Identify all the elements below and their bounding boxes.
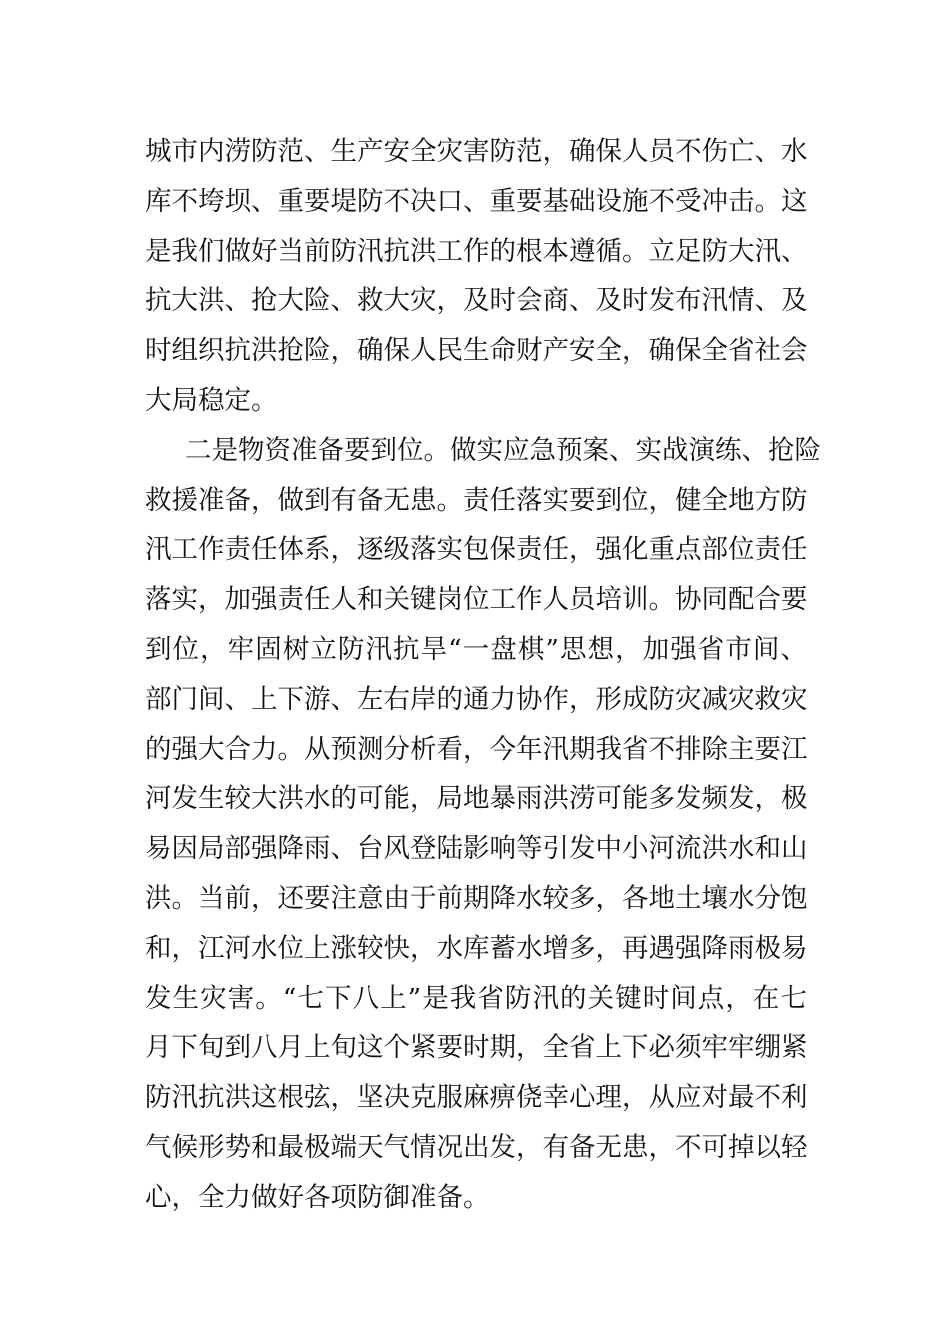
text-line: 的强大合力。从预测分析看，今年汛期我省不排除主要江 (145, 733, 808, 765)
paragraph (145, 127, 807, 426)
text-line: 是我们做好当前防汛抗洪工作的根本遵循。立足防大汛、 (145, 235, 808, 267)
document-page (145, 127, 821, 1223)
text-line: 库不垮坝、重要堤防不决口、重要基础设施不受冲击。这 (145, 185, 808, 217)
text-line: 二是物资准备要到位。做实应急预案、实战演练、抢险 (185, 434, 821, 466)
text-line: 汛工作责任体系，逐级落实包保责任，强化重点部位责任 (145, 534, 808, 566)
paragraph (145, 426, 821, 1223)
text-line: 河发生较大洪水的可能，局地暴雨洪涝可能多发频发，极 (145, 783, 808, 815)
text-line: 大局稳定。 (145, 384, 278, 416)
text-line: 落实，加强责任人和关键岗位工作人员培训。协同配合要 (145, 584, 808, 616)
text-line: 救援准备，做到有备无患。责任落实要到位，健全地方防 (145, 484, 808, 516)
text-line: 防汛抗洪这根弦，坚决克服麻痹侥幸心理，从应对最不利 (145, 1082, 808, 1114)
text-line: 部门间、上下游、左右岸的通力协作，形成防灾减灾救灾 (145, 683, 808, 715)
text-line: 月下旬到八月上旬这个紧要时期，全省上下必须牢牢绷紧 (145, 1032, 808, 1064)
text-line: 和，江河水位上涨较快，水库蓄水增多，再遇强降雨极易 (145, 932, 808, 964)
text-line: 洪。当前，还要注意由于前期降水较多，各地土壤水分饱 (145, 882, 808, 914)
text-line: 发生灾害。“七下八上”是我省防汛的关键时间点，在七 (145, 982, 807, 1014)
text-line: 心，全力做好各项防御准备。 (145, 1181, 490, 1213)
text-line: 抗大洪、抢大险、救大灾，及时会商、及时发布汛情、及 (145, 285, 808, 317)
text-line: 到位，牢固树立防汛抗旱“一盘棋”思想，加强省市间、 (145, 633, 807, 665)
text-line: 气候形势和最极端天气情况出发，有备无患，不可掉以轻 (145, 1131, 808, 1163)
text-line: 易因局部强降雨、台风登陆影响等引发中小河流洪水和山 (145, 833, 808, 865)
text-line: 城市内涝防范、生产安全灾害防范，确保人员不伤亡、水 (145, 136, 808, 167)
text-line: 时组织抗洪抢险，确保人民生命财产安全，确保全省社会 (145, 335, 808, 367)
